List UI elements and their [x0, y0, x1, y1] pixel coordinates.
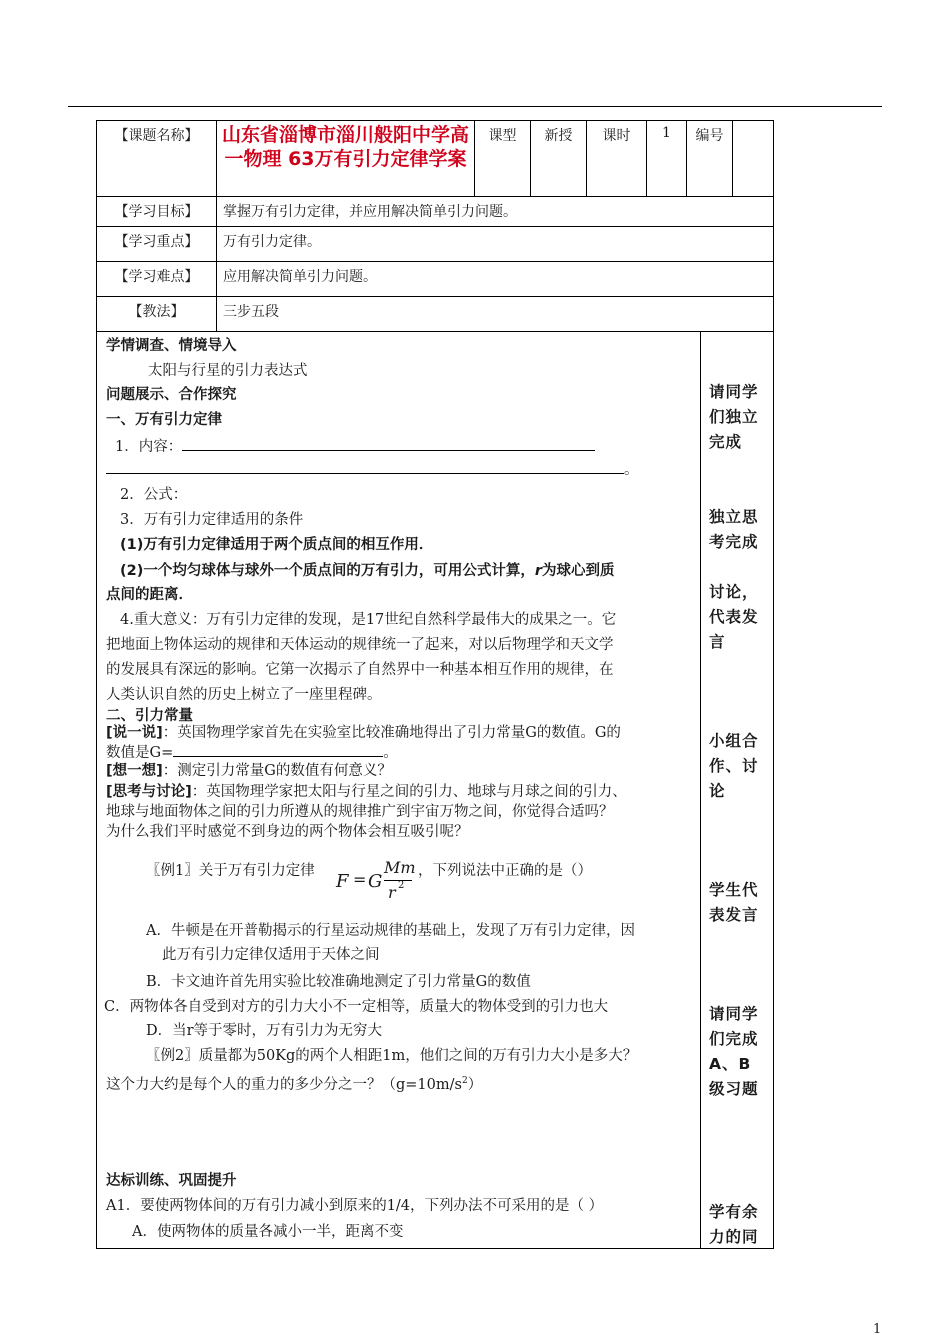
example-2-line-1: 〖例2〗质量都为50Kg的两个人相距1m，他们之间的万有引力大小是多大？ [146, 1048, 638, 1064]
side-note-4: 小组合作、讨论 [709, 732, 759, 800]
section-1-heading: 一、万有引力定律 [106, 412, 222, 428]
significance-2: 把地面上物体运动的规律和天体运动的规律统一了起来，对以后物理学和天文学 [106, 637, 614, 653]
option-b: B．卡文迪许首先用实验比较准确地测定了引力常量G的数值 [146, 974, 531, 990]
formula-equals: = [353, 870, 367, 889]
discuss-text: ：英国物理学家把太阳与行星之间的引力、地球与月球之间的引力、 [191, 784, 627, 800]
content-label: 1．内容： [115, 439, 183, 455]
content-line-2 [106, 459, 639, 480]
content-end: 。 [624, 462, 639, 478]
say-tag: [说一说] [106, 725, 163, 741]
condition-2-text-b: 为球心到质 [542, 563, 615, 579]
course-type-value: 新授 [531, 121, 587, 197]
method-label: 【教法】 [97, 297, 217, 332]
option-c: C．两物体各自受到对方的引力大小不一定相等，质量大的物体受到的引力也大 [104, 999, 609, 1015]
exercise-a1: A1．要使两物体间的万有引力减小到原来的1/4，下列办法不可采用的是（ ） [106, 1198, 604, 1214]
significance-3: 的发展具有深远的影响。它第一次揭示了自然界中一种基本相互作用的规律，在 [106, 662, 614, 678]
option-a-line-2: 此万有引力定律仅适用于天体之间 [162, 947, 380, 963]
side-note-2: 独立思考完成 [709, 508, 759, 551]
think-text: ：测定引力常量G的数值有何意义？ [162, 763, 392, 779]
goal-label: 【学习目标】 [97, 197, 217, 227]
formula-numerator: Mm [384, 858, 416, 877]
method-value: 三步五段 [217, 297, 774, 332]
say-line [106, 723, 621, 743]
condition-label: 3．万有引力定律适用的条件 [120, 512, 304, 528]
discuss-tag: [思考与讨论] [106, 784, 192, 800]
discuss-line-2: 地球与地面物体之间的引力所遵从的规律推广到宇宙万物之间，你觉得合适吗？ [106, 804, 614, 820]
say-end: 。 [383, 745, 398, 761]
discuss-line [106, 782, 627, 802]
formula-exponent: 2 [398, 880, 405, 891]
goal-value: 掌握万有引力定律，并应用解决简单引力问题。 [217, 197, 774, 227]
condition-2-r: r [534, 563, 542, 579]
section-intro-heading: 学情调查、情境导入 [106, 338, 237, 354]
focus-value: 万有引力定律。 [217, 227, 774, 262]
course-type-label: 课型 [475, 121, 531, 197]
side-note-3: 讨论，代表发言 [709, 583, 759, 651]
gravitation-formula [336, 858, 416, 908]
formula-denominator: r [388, 883, 396, 902]
section-2-heading: 二、引力常量 [106, 708, 193, 724]
side-column-divider [700, 331, 701, 1249]
example-1-intro: 〖例1〗关于万有引力定律 [146, 863, 315, 879]
topic-label: 【课题名称】 [97, 121, 217, 197]
difficulty-label: 【学习难点】 [97, 262, 217, 297]
top-rule [68, 106, 882, 107]
think-line [106, 761, 392, 781]
side-note-6: 请同学们完成A、B级习题 [709, 1005, 759, 1098]
example-2-text: 这个力大约是每个人的重力的多少分之一？（g=10m/s [106, 1076, 462, 1093]
page-number: 1 [873, 1322, 882, 1337]
say-text: ：英国物理学家首先在实验室比较准确地得出了引力常量G的数值。G的 [162, 725, 621, 741]
section-practice-heading: 达标训练、巩固提升 [106, 1173, 237, 1189]
g-value-blank[interactable] [173, 742, 383, 757]
period-value: 1 [647, 121, 687, 197]
formula-label: 2．公式： [120, 487, 188, 503]
significance-4: 人类认识自然的历史上树立了一座里程碑。 [106, 687, 382, 703]
exercise-a1-option-a: A．使两物体的质量各减小一半，距离不变 [132, 1224, 404, 1240]
header-table [96, 120, 774, 332]
example-1-question: ，下列说法中正确的是（） [418, 863, 592, 879]
intro-text: 太阳与行星的引力表达式 [148, 363, 308, 379]
content-blank-2[interactable] [106, 459, 624, 474]
example-2-end: ） [467, 1076, 483, 1093]
number-value [733, 121, 774, 197]
option-d: D．当r等于零时，万有引力为无穷大 [146, 1023, 383, 1039]
say-text-b: 数值是G= [106, 745, 174, 761]
content-blank-1[interactable] [182, 436, 595, 451]
focus-label: 【学习重点】 [97, 227, 217, 262]
side-note-5: 学生代表发言 [709, 881, 759, 924]
section-explore-heading: 问题展示、合作探究 [106, 387, 237, 403]
period-label: 课时 [587, 121, 647, 197]
number-label: 编号 [687, 121, 733, 197]
condition-2 [120, 561, 615, 581]
difficulty-value: 应用解决简单引力问题。 [217, 262, 774, 297]
content-line [115, 436, 595, 457]
side-note-1: 请同学们独立完成 [709, 383, 759, 451]
condition-2-text: (2)一个均匀球体与球外一个质点间的万有引力，可用公式计算， [120, 563, 535, 579]
condition-1: (1)万有引力定律适用于两个质点间的相互作用． [120, 537, 434, 553]
say-line-2 [106, 742, 398, 763]
option-a-line-1: A．牛顿是在开普勒揭示的行星运动规律的基础上，发现了万有引力定律，因 [146, 923, 635, 939]
page-title: 山东省淄博市淄川般阳中学高一物理 63万有引力定律学案 [217, 121, 475, 197]
example-2-line-2 [106, 1071, 482, 1095]
think-tag: [想一想] [106, 763, 163, 779]
example-2-superscript: 2 [461, 1076, 468, 1086]
discuss-line-3: 为什么我们平时感觉不到身边的两个物体会相互吸引呢？ [106, 824, 469, 840]
condition-2-cont: 点间的距离． [106, 587, 193, 603]
formula-G: G [368, 871, 383, 892]
side-note-7: 学有余力的同 [709, 1203, 759, 1246]
significance-1: 4.重大意义：万有引力定律的发现，是17世纪自然科学最伟大的成果之一。它 [120, 612, 617, 628]
formula-F: F [336, 871, 349, 892]
